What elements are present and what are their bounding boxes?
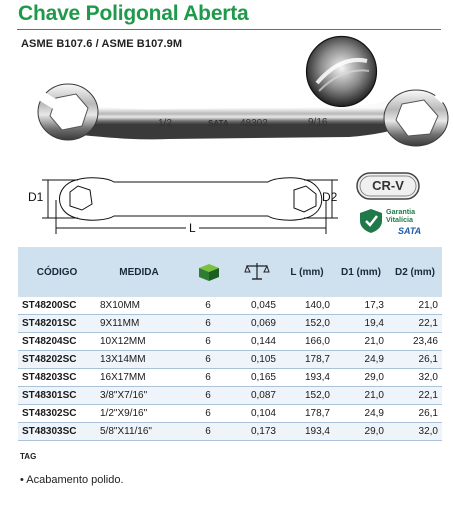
- cell-weight: 0,144: [234, 333, 280, 351]
- cell-d2: 32,0: [388, 423, 442, 441]
- d2-label: D2: [322, 190, 338, 204]
- length-label: L: [186, 221, 199, 235]
- cell-d2: 22,1: [388, 315, 442, 333]
- dimension-drawing: [18, 170, 348, 242]
- table-row: [18, 387, 442, 405]
- header-code: CÓDIGO: [18, 247, 96, 297]
- cell-d2: 26,1: [388, 351, 442, 369]
- cell-d1: 24,9: [334, 405, 388, 423]
- table-row: [18, 315, 442, 333]
- cell-measure: 9X11MM: [96, 315, 182, 333]
- header-weight: [234, 247, 280, 297]
- cell-d2: 21,0: [388, 297, 442, 315]
- cell-length: 193,4: [280, 423, 334, 441]
- header-qty: [182, 247, 234, 297]
- shield-icon: [358, 208, 384, 234]
- cell-weight: 0,165: [234, 369, 280, 387]
- cell-measure: 1/2"X9/16": [96, 405, 182, 423]
- cell-qty: 6: [182, 351, 234, 369]
- header-d1: D1 (mm): [334, 247, 388, 297]
- cell-code: ST48204SC: [18, 333, 96, 351]
- cell-length: 178,7: [280, 351, 334, 369]
- cell-weight: 0,104: [234, 405, 280, 423]
- cell-weight: 0,173: [234, 423, 280, 441]
- cell-qty: 6: [182, 315, 234, 333]
- box-icon: [195, 260, 221, 282]
- cell-code: ST48201SC: [18, 315, 96, 333]
- cell-qty: 6: [182, 297, 234, 315]
- cell-code: ST48203SC: [18, 369, 96, 387]
- table-header-row: [18, 247, 442, 297]
- scale-icon: [243, 260, 271, 282]
- cell-d2: 23,46: [388, 333, 442, 351]
- cell-code: ST48200SC: [18, 297, 96, 315]
- cell-d1: 21,0: [334, 333, 388, 351]
- cell-measure: 10X12MM: [96, 333, 182, 351]
- table-row: [18, 351, 442, 369]
- table-row: [18, 333, 442, 351]
- cell-code: ST48302SC: [18, 405, 96, 423]
- table-row: [18, 297, 442, 315]
- stamp-brand: SATA: [208, 119, 229, 128]
- stamp-right: 9/16: [308, 117, 328, 128]
- cell-d1: 17,3: [334, 297, 388, 315]
- cell-measure: 8X10MM: [96, 297, 182, 315]
- tag-label: TAG: [20, 452, 37, 461]
- cell-d1: 19,4: [334, 315, 388, 333]
- cell-length: 140,0: [280, 297, 334, 315]
- cell-qty: 6: [182, 387, 234, 405]
- cell-weight: 0,069: [234, 315, 280, 333]
- wrench-photo: [18, 80, 450, 170]
- cell-d1: 29,0: [334, 369, 388, 387]
- cell-code: ST48202SC: [18, 351, 96, 369]
- crv-text: CR-V: [372, 178, 404, 193]
- cell-qty: 6: [182, 333, 234, 351]
- standards-label: ASME B107.6 / ASME B107.9M: [21, 38, 183, 50]
- cell-length: 166,0: [280, 333, 334, 351]
- spec-table: [18, 247, 442, 441]
- header-length: L (mm): [280, 247, 334, 297]
- stamp-left: 1/2: [158, 118, 172, 129]
- stamp-code: 48302: [240, 118, 268, 129]
- cell-length: 152,0: [280, 387, 334, 405]
- header-d2: D2 (mm): [388, 247, 442, 297]
- cell-length: 152,0: [280, 315, 334, 333]
- cell-length: 193,4: [280, 369, 334, 387]
- cell-code: ST48301SC: [18, 387, 96, 405]
- page-title: Chave Poligonal Aberta: [18, 2, 249, 25]
- cell-d1: 24,9: [334, 351, 388, 369]
- warranty-brand: SATA: [398, 226, 422, 236]
- header-measure: MEDIDA: [96, 247, 182, 297]
- cell-qty: 6: [182, 369, 234, 387]
- table-row: [18, 369, 442, 387]
- cell-qty: 6: [182, 423, 234, 441]
- table-row: [18, 405, 442, 423]
- cell-d2: 32,0: [388, 369, 442, 387]
- cell-weight: 0,087: [234, 387, 280, 405]
- warranty-badge: [358, 206, 444, 236]
- warranty-text: Garantia Vitalícia: [386, 207, 416, 224]
- cell-measure: 16X17MM: [96, 369, 182, 387]
- table-row: [18, 423, 442, 441]
- cell-d1: 29,0: [334, 423, 388, 441]
- cell-d2: 26,1: [388, 405, 442, 423]
- feature-bullet: • Acabamento polido.: [20, 474, 124, 486]
- cell-weight: 0,105: [234, 351, 280, 369]
- cell-code: ST48303SC: [18, 423, 96, 441]
- cell-d2: 22,1: [388, 387, 442, 405]
- cell-length: 178,7: [280, 405, 334, 423]
- cell-weight: 0,045: [234, 297, 280, 315]
- title-rule: [17, 29, 441, 30]
- cell-measure: 3/8"X7/16": [96, 387, 182, 405]
- cell-measure: 5/8"X11/16": [96, 423, 182, 441]
- d1-label: D1: [28, 190, 44, 204]
- cell-d1: 21,0: [334, 387, 388, 405]
- cell-qty: 6: [182, 405, 234, 423]
- cell-measure: 13X14MM: [96, 351, 182, 369]
